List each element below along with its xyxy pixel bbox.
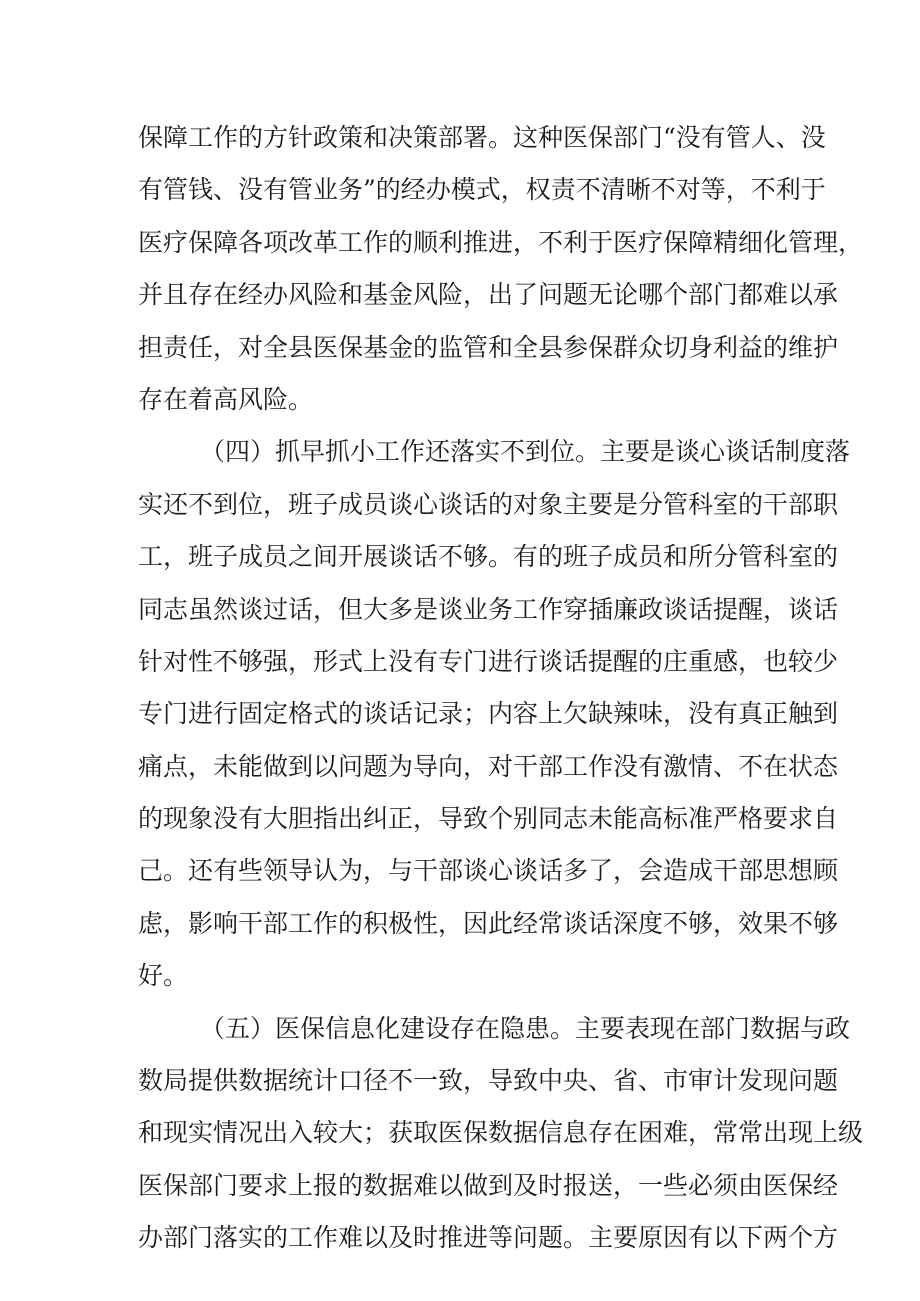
text-line: 医保部门要求上报的数据难以做到及时报送，一些必须由医保经 <box>138 1170 839 1200</box>
text-line: 和现实情况出入较大；获取医保数据信息存在困难，常常出现上级 <box>138 1118 864 1148</box>
text-line: 同志虽然谈过话，但大多是谈业务工作穿插廉政谈话提醒，谈话 <box>138 594 839 624</box>
text-line: 数局提供数据统计口径不一致，导致中央、省、市审计发现问题 <box>138 1066 839 1096</box>
text-line: 的现象没有大胆指出纠正，导致个别同志未能高标准严格要求自 <box>138 804 839 834</box>
text-line: 担责任，对全县医保基金的监管和全县参保群众切身利益的维护 <box>138 332 839 362</box>
text-line: 针对性不够强，形式上没有专门进行谈话提醒的庄重感，也较少 <box>138 646 839 676</box>
text-line: 虑，影响干部工作的积极性，因此经常谈话深度不够，效果不够 <box>138 908 839 938</box>
text-line: 并且存在经办风险和基金风险，出了问题无论哪个部门都难以承 <box>138 280 839 310</box>
text-line: 保障工作的方针政策和决策部署。这种医保部门“没有管人、没 <box>138 123 826 152</box>
text-line: 办部门落实的工作难以及时推进等问题。主要原因有以下两个方 <box>138 1223 839 1253</box>
text-line: 工，班子成员之间开展谈话不够。有的班子成员和所分管科室的 <box>138 542 839 572</box>
section-heading-line: （五）医保信息化建设存在隐患。主要表现在部门数据与政 <box>200 1013 851 1043</box>
text-line: 有管钱、没有管业务”的经办模式，权责不清晰不对等，不利于 <box>138 175 826 205</box>
text-line: 痛点，未能做到以问题为导向，对干部工作没有激情、不在状态 <box>138 751 839 781</box>
section-heading-line: （四）抓早抓小工作还落实不到位。主要是谈心谈话制度落 <box>200 437 851 467</box>
text-line: 专门进行固定格式的谈话记录；内容上欠缺辣味，没有真正触到 <box>138 699 839 729</box>
text-line: 好。 <box>138 961 189 991</box>
text-line: 己。还有些领导认为，与干部谈心谈话多了，会造成干部思想顾 <box>138 856 839 886</box>
text-line: 医疗保障各项改革工作的顺利推进，不利于医疗保障精细化管理， <box>138 227 864 257</box>
body-text <box>138 112 864 1265</box>
text-line: 实还不到位，班子成员谈心谈话的对象主要是分管科室的干部职 <box>138 489 839 519</box>
text-line: 存在着高风险。 <box>138 384 314 414</box>
